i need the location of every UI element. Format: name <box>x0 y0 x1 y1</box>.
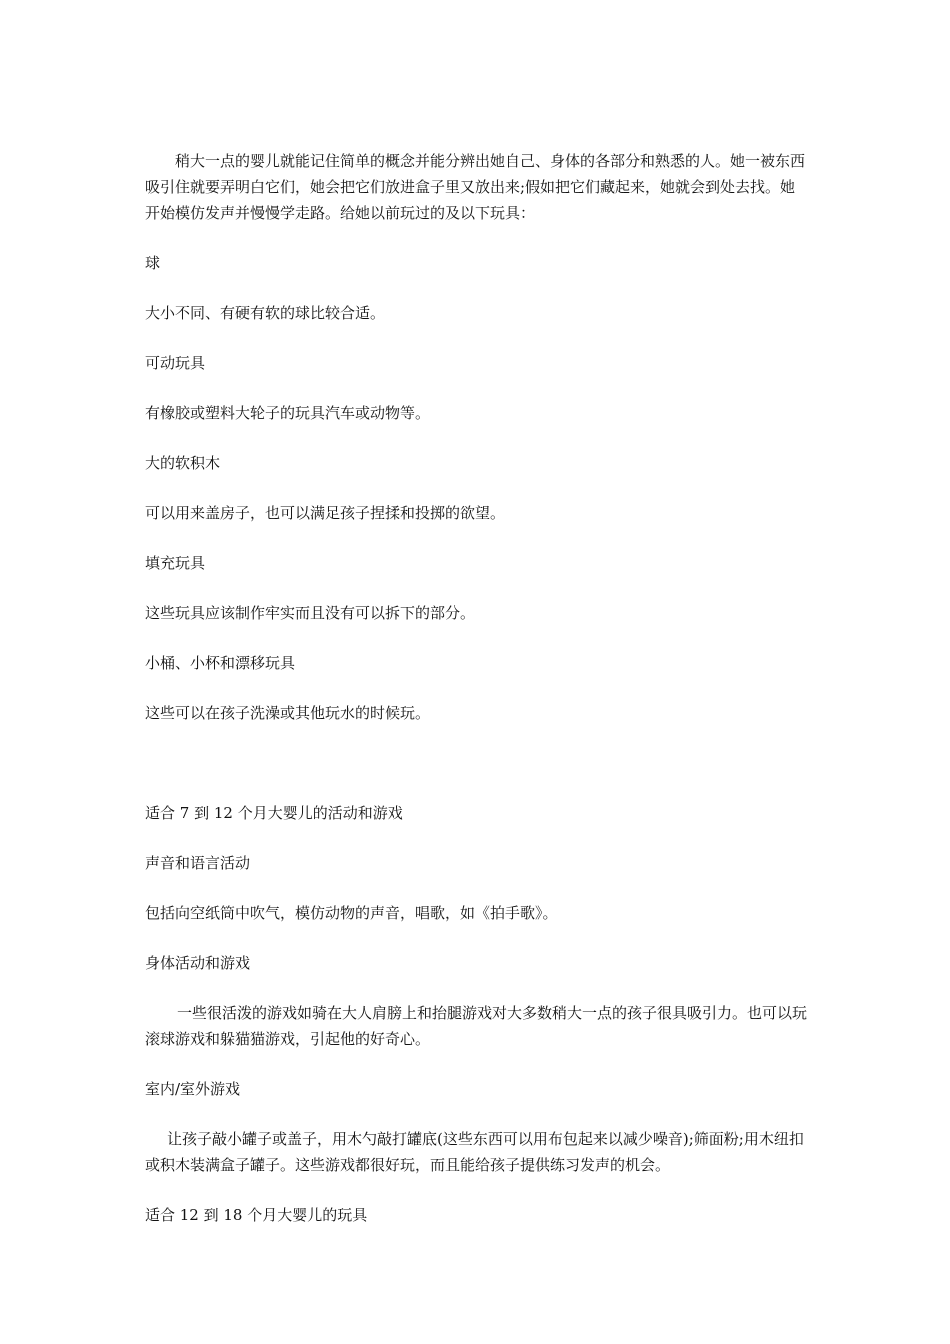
section-heading-7-12-activities: 适合 7 到 12 个月大婴儿的活动和游戏 <box>145 804 403 822</box>
toy-heading-moving: 可动玩具 <box>145 354 206 372</box>
toy-desc-blocks: 可以用来盖房子，也可以满足孩子捏揉和投掷的欲望。 <box>145 504 506 522</box>
activity-desc-sound: 包括向空纸筒中吹气，模仿动物的声音，唱歌，如《拍手歌》。 <box>145 904 558 922</box>
toy-heading-blocks: 大的软积木 <box>145 454 221 472</box>
activity-heading-indoor-outdoor: 室内/室外游戏 <box>145 1080 241 1098</box>
activity-heading-sound: 声音和语言活动 <box>145 854 251 872</box>
toy-heading-bath: 小桶、小杯和漂移玩具 <box>145 654 296 672</box>
activity-heading-physical: 身体活动和游戏 <box>145 954 251 972</box>
toy-heading-stuffed: 填充玩具 <box>145 554 206 572</box>
section-heading-12-18-toys: 适合 12 到 18 个月大婴儿的玩具 <box>145 1206 368 1224</box>
intro-paragraph: 稍大一点的婴儿就能记住简单的概念并能分辨出她自己、身体的各部分和熟悉的人。她一被东西吸引住就要弄明白它们，她会把它们放进盒子里又放出来;假如把它们藏起来，她就会到处去找。她开始模仿发声并慢慢学走路。给她以前玩过的及以下玩具： <box>145 152 806 222</box>
toy-desc-moving: 有橡胶或塑料大轮子的玩具汽车或动物等。 <box>145 404 431 422</box>
toy-desc-stuffed: 这些玩具应该制作牢实而且没有可以拆下的部分。 <box>145 604 476 622</box>
activity-desc-physical: 一些很活泼的游戏如骑在大人肩膀上和抬腿游戏对大多数稍大一点的孩子很具吸引力。也可以玩滚球游戏和躲猫猫游戏，引起他的好奇心。 <box>145 1004 808 1048</box>
activity-desc-indoor-outdoor: 让孩子敲小罐子或盖子，用木勺敲打罐底(这些东西可以用布包起来以减少噪音);筛面粉;用木纽扣或积木装满盒子罐子。这些游戏都很好玩，而且能给孩子提供练习发声的机会。 <box>145 1130 804 1174</box>
toy-heading-ball: 球 <box>145 254 161 272</box>
document-body <box>145 148 810 1228</box>
toy-desc-ball: 大小不同、有硬有软的球比较合适。 <box>145 304 386 322</box>
toy-desc-bath: 这些可以在孩子洗澡或其他玩水的时候玩。 <box>145 704 431 722</box>
